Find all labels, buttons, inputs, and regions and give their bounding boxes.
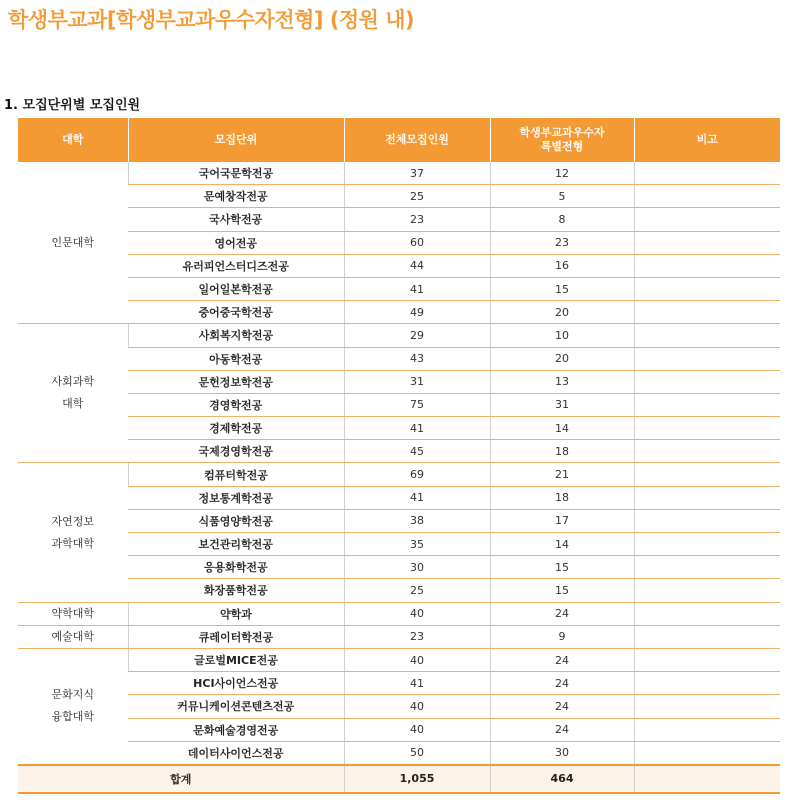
note-cell: [634, 301, 780, 324]
total-cell: 29: [344, 324, 490, 347]
total-cell: 30: [344, 556, 490, 579]
total-special: 464: [490, 765, 634, 793]
total-cell: 23: [344, 625, 490, 648]
total-cell: 40: [344, 648, 490, 671]
total-cell: 41: [344, 417, 490, 440]
unit-cell: 데이터사이언스전공: [128, 741, 344, 765]
unit-cell: 사회복지학전공: [128, 324, 344, 347]
special-cell: 18: [490, 440, 634, 463]
table-row: [18, 672, 780, 695]
special-cell: 10: [490, 324, 634, 347]
section-title: 1. 모집단위별 모집인원: [4, 98, 141, 113]
unit-cell: 유러피언스터디즈전공: [128, 254, 344, 277]
table-row: [18, 162, 780, 185]
table-footer: [18, 765, 780, 793]
special-cell: 31: [490, 393, 634, 416]
total-cell: 75: [344, 393, 490, 416]
table-row: [18, 370, 780, 393]
special-cell: 20: [490, 347, 634, 370]
note-cell: [634, 277, 780, 300]
unit-cell: 식품영양학전공: [128, 509, 344, 532]
special-cell: 17: [490, 509, 634, 532]
table-row: [18, 602, 780, 625]
special-cell: 24: [490, 648, 634, 671]
total-note: [634, 765, 780, 793]
special-cell: 13: [490, 370, 634, 393]
table-row: [18, 509, 780, 532]
unit-cell: 국사학전공: [128, 208, 344, 231]
note-cell: [634, 162, 780, 185]
table-row: [18, 347, 780, 370]
unit-cell: 커뮤니케이션콘텐츠전공: [128, 695, 344, 718]
note-cell: [634, 463, 780, 486]
special-cell: 15: [490, 556, 634, 579]
note-cell: [634, 486, 780, 509]
table-row: [18, 185, 780, 208]
header-unit: 모집단위: [128, 118, 344, 162]
total-row: [18, 765, 780, 793]
unit-cell: 영어전공: [128, 231, 344, 254]
table-row: [18, 440, 780, 463]
note-cell: [634, 741, 780, 765]
table-row: [18, 393, 780, 416]
total-cell: 40: [344, 718, 490, 741]
total-cell: 23: [344, 208, 490, 231]
note-cell: [634, 208, 780, 231]
special-cell: 14: [490, 417, 634, 440]
note-cell: [634, 231, 780, 254]
total-cell: 37: [344, 162, 490, 185]
header-total: 전체모집인원: [344, 118, 490, 162]
unit-cell: 약학과: [128, 602, 344, 625]
table-row: [18, 741, 780, 765]
college-cell: 약학대학: [18, 602, 128, 625]
unit-cell: 큐레이터학전공: [128, 625, 344, 648]
note-cell: [634, 533, 780, 556]
total-cell: 45: [344, 440, 490, 463]
unit-cell: 경영학전공: [128, 393, 344, 416]
college-cell: 예술대학: [18, 625, 128, 648]
unit-cell: 아동학전공: [128, 347, 344, 370]
table-row: [18, 486, 780, 509]
special-cell: 24: [490, 695, 634, 718]
total-cell: 41: [344, 486, 490, 509]
total-cell: 43: [344, 347, 490, 370]
table-row: [18, 718, 780, 741]
note-cell: [634, 625, 780, 648]
special-cell: 24: [490, 672, 634, 695]
note-cell: [634, 579, 780, 602]
special-cell: 24: [490, 718, 634, 741]
table-row: [18, 648, 780, 671]
total-cell: 25: [344, 185, 490, 208]
unit-cell: HCI사이언스전공: [128, 672, 344, 695]
note-cell: [634, 648, 780, 671]
special-cell: 20: [490, 301, 634, 324]
unit-cell: 국제경영학전공: [128, 440, 344, 463]
total-cell: 60: [344, 231, 490, 254]
total-cell: 50: [344, 741, 490, 765]
note-cell: [634, 185, 780, 208]
total-label: 합계: [18, 765, 344, 793]
total-cell: 41: [344, 672, 490, 695]
special-cell: 12: [490, 162, 634, 185]
unit-cell: 정보통계학전공: [128, 486, 344, 509]
table-row: [18, 625, 780, 648]
table-row: [18, 579, 780, 602]
unit-cell: 글로벌MICE전공: [128, 648, 344, 671]
special-cell: 30: [490, 741, 634, 765]
unit-cell: 일어일본학전공: [128, 277, 344, 300]
note-cell: [634, 695, 780, 718]
total-cell: 40: [344, 695, 490, 718]
unit-cell: 컴퓨터학전공: [128, 463, 344, 486]
table-row: [18, 301, 780, 324]
special-cell: 15: [490, 277, 634, 300]
unit-cell: 국어국문학전공: [128, 162, 344, 185]
special-cell: 9: [490, 625, 634, 648]
special-cell: 18: [490, 486, 634, 509]
special-cell: 8: [490, 208, 634, 231]
unit-cell: 보건관리학전공: [128, 533, 344, 556]
table-header: [18, 118, 780, 162]
table-row: [18, 695, 780, 718]
note-cell: [634, 440, 780, 463]
total-cell: 31: [344, 370, 490, 393]
table-row: [18, 556, 780, 579]
special-cell: 24: [490, 602, 634, 625]
note-cell: [634, 672, 780, 695]
unit-cell: 문화예술경영전공: [128, 718, 344, 741]
note-cell: [634, 324, 780, 347]
total-cell: 69: [344, 463, 490, 486]
college-cell: 문화지식 융합대학: [18, 648, 128, 764]
table-row: [18, 463, 780, 486]
unit-cell: 문예창작전공: [128, 185, 344, 208]
unit-cell: 응용화학전공: [128, 556, 344, 579]
header-note: 비고: [634, 118, 780, 162]
note-cell: [634, 347, 780, 370]
page-title: 학생부교과[학생부교과우수자전형] (정원 내): [8, 8, 415, 32]
unit-cell: 경제학전공: [128, 417, 344, 440]
special-cell: 5: [490, 185, 634, 208]
note-cell: [634, 509, 780, 532]
header-special: 학생부교과우수자 특별전형: [490, 118, 634, 162]
note-cell: [634, 254, 780, 277]
table-row: [18, 533, 780, 556]
special-cell: 15: [490, 579, 634, 602]
total-cell: 40: [344, 602, 490, 625]
special-cell: 21: [490, 463, 634, 486]
note-cell: [634, 417, 780, 440]
note-cell: [634, 602, 780, 625]
table-row: [18, 277, 780, 300]
table-row: [18, 417, 780, 440]
total-cell: 49: [344, 301, 490, 324]
unit-cell: 문헌정보학전공: [128, 370, 344, 393]
admission-quota-table: [18, 118, 780, 794]
note-cell: [634, 370, 780, 393]
total-cell: 35: [344, 533, 490, 556]
unit-cell: 중어중국학전공: [128, 301, 344, 324]
total-cell: 25: [344, 579, 490, 602]
table-row: [18, 208, 780, 231]
college-cell: 인문대학: [18, 162, 128, 324]
note-cell: [634, 718, 780, 741]
total-cell: 41: [344, 277, 490, 300]
college-cell: 사회과학 대학: [18, 324, 128, 463]
table-body: [18, 162, 780, 765]
table-row: [18, 254, 780, 277]
special-cell: 14: [490, 533, 634, 556]
table-row: [18, 231, 780, 254]
total-cell: 44: [344, 254, 490, 277]
special-cell: 16: [490, 254, 634, 277]
header-college: 대학: [18, 118, 128, 162]
total-count: 1,055: [344, 765, 490, 793]
table-row: [18, 324, 780, 347]
note-cell: [634, 393, 780, 416]
college-cell: 자연정보 과학대학: [18, 463, 128, 602]
special-cell: 23: [490, 231, 634, 254]
unit-cell: 화장품학전공: [128, 579, 344, 602]
note-cell: [634, 556, 780, 579]
total-cell: 38: [344, 509, 490, 532]
